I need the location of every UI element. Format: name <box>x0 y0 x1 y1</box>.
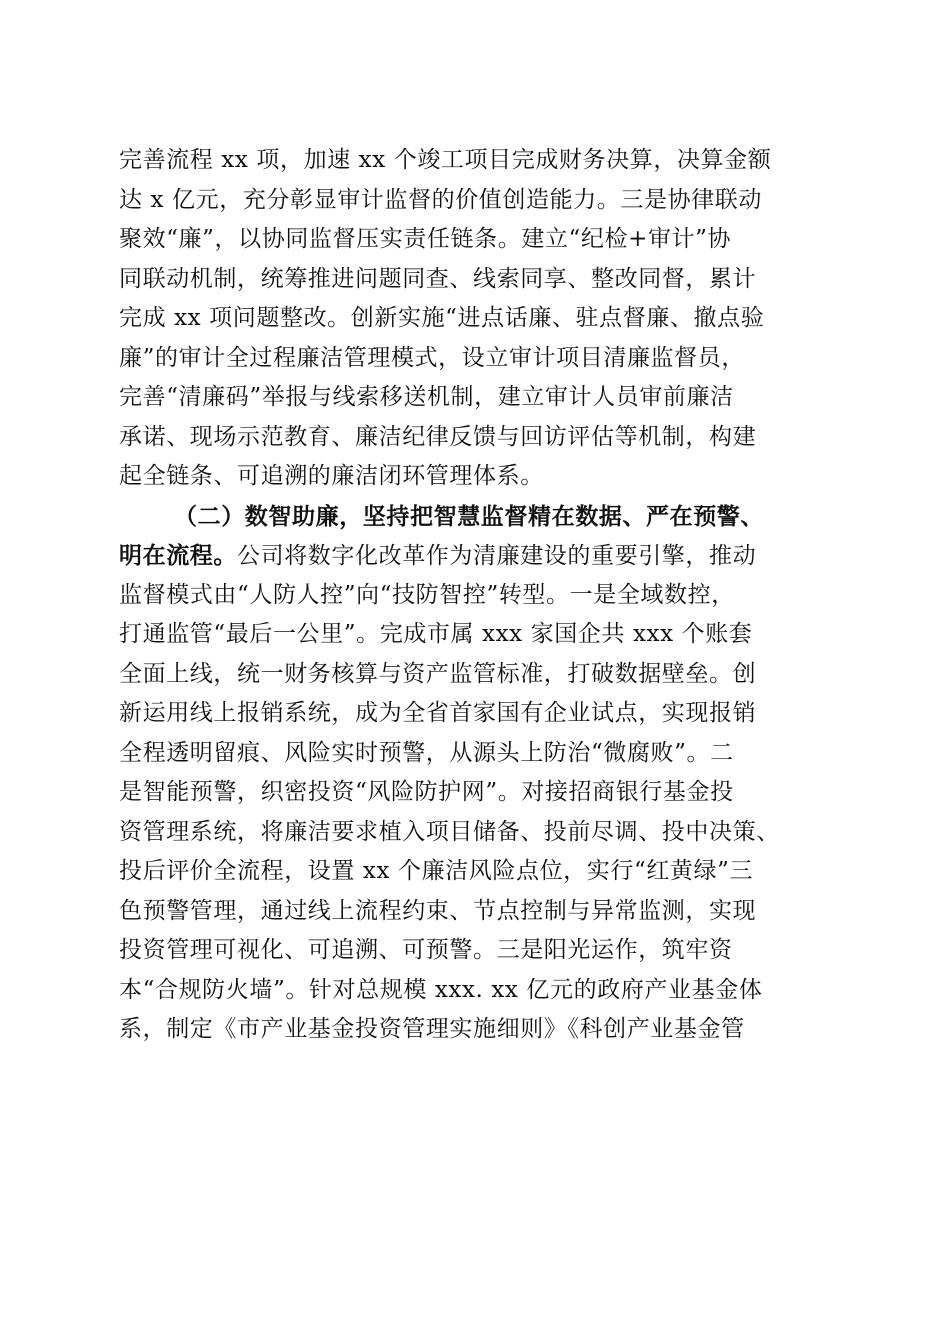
text-line: 全程透明留痕、风险实时预警，从源头上防治“微腐败”。二 <box>119 739 734 766</box>
text-line: 廉”的审计全过程廉洁管理模式，设立审计项目清廉监督员， <box>119 344 745 371</box>
section-heading: （二）数智助廉，坚持把智慧监督精在数据、严在预警、 <box>174 502 764 530</box>
text-line: 投资管理可视化、可追溯、可预警。三是阳光运作，筑牢资 <box>119 937 733 963</box>
body-text <box>119 141 839 1050</box>
section-heading-continued: 明在流程。 <box>119 542 237 569</box>
text-line: 是智能预警，织密投资“风险防护网”。对接招商银行基金投 <box>119 779 734 805</box>
text-line: 系，制定《市产业基金投资管理实施细则》《科创产业基金管 <box>119 1016 745 1042</box>
text-line: 聚效“廉”，以协同监督压实责任链条。建立“纪检+审计”协 <box>119 226 732 252</box>
text-line: 完成 xx 项问题整改。创新实施“进点话廉、驻点督廉、撤点验 <box>119 305 765 331</box>
text-line: 监督模式由“人防人控”向“技防智控”转型。一是全域数控， <box>119 581 735 608</box>
text-line-segment: 公司将数字化改革作为清廉建设的重要引擎，推动 <box>237 543 757 569</box>
text-line-mixed <box>119 536 839 576</box>
text-line: 同联动机制，统筹推进问题同查、线索同享、整改同督，累计 <box>119 265 757 292</box>
text-line: 达 x 亿元，充分彰显审计监督的价值创造能力。三是协律联动 <box>119 186 762 213</box>
text-line: 打通监管“最后一公里”。完成市属 xxx 家国企共 xxx 个账套 <box>119 621 753 647</box>
text-line: 起全链条、可追溯的廉洁闭环管理体系。 <box>119 463 544 489</box>
text-line: 投后评价全流程，设置 xx 个廉洁风险点位，实行“红黄绿”三 <box>119 858 754 884</box>
text-line: 新运用线上报销系统，成为全省首家国有企业试点，实现报销 <box>119 700 757 726</box>
text-line: 完善流程 xx 项，加速 xx 个竣工项目完成财务决算，决算金额 <box>119 147 772 173</box>
text-line: 本“合规防火墙”。针对总规模 xxx. xx 亿元的政府产业基金体 <box>119 976 763 1003</box>
text-line: 承诺、现场示范教育、廉洁纪律反馈与回访评估等机制，构建 <box>119 423 757 450</box>
text-line: 全面上线，统一财务核算与资产监管标准，打破数据壁垒。创 <box>119 660 757 687</box>
text-line: 色预警管理，通过线上流程约束、节点控制与异常监测，实现 <box>119 897 757 924</box>
text-line: 资管理系统，将廉洁要求植入项目储备、投前尽调、投中决策、 <box>119 818 780 845</box>
text-line: 完善“清廉码”举报与线索移送机制，建立审计人员审前廉洁 <box>119 384 734 410</box>
